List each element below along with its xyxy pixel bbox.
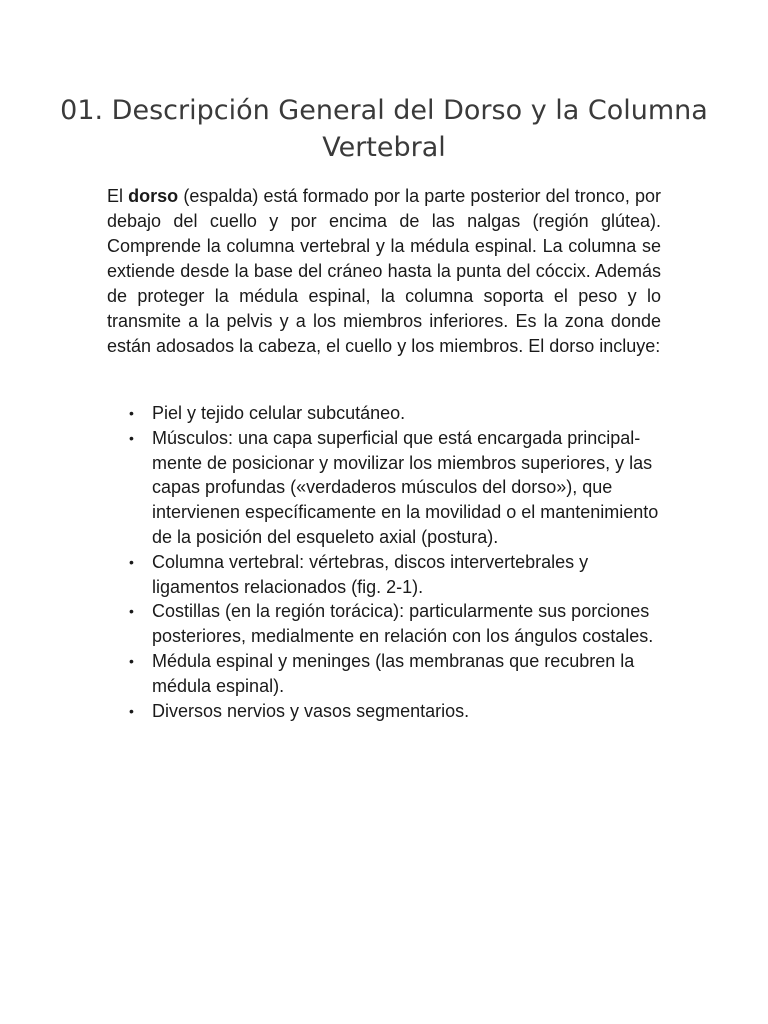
list-item <box>107 649 661 699</box>
intro-paragraph <box>107 184 661 359</box>
bullet-icon: • <box>129 702 134 719</box>
list-item-text: Costillas (en la región torácica): particularmente sus porciones posteriores, medialmente en relación con los ángulos costales. <box>152 601 654 647</box>
list-item <box>107 426 661 550</box>
page-title: 01. Descripción General del Dorso y la Columna Vertebral <box>60 95 708 163</box>
intro-body: (espalda) está formado por la parte posterior del tronco, por debajo del cuello y por encima de las nalgas (región glútea). Comprende la columna vertebral y la médula espinal. La columna se extiende desde la base del cráneo hasta la punta del cóccix. Además de proteger la médula espinal, la columna soporta el peso y lo transmite a la pelvis y a los miembros inferiores. Es la zona donde están adosados la cabeza, el cuello y los miembros. El dorso incluye: <box>107 186 661 356</box>
bullet-icon: • <box>129 603 134 620</box>
bullet-icon: • <box>129 652 134 669</box>
list-item-text: Columna vertebral: vértebras, discos intervertebrales y ligamentos relacionados (fig. 2-1). <box>152 551 589 597</box>
bullet-icon: • <box>129 553 134 570</box>
list-item <box>107 599 661 649</box>
bullet-icon: • <box>129 429 134 446</box>
list-item-text: Médula espinal y meninges (las membranas que recubren la médula espinal). <box>152 650 635 696</box>
list-item <box>107 401 661 426</box>
intro-lead: El <box>107 186 129 206</box>
list-item-text: Músculos: una capa superficial que está encargada principal-mente de posicionar y movilizar los miembros superiores, y las capas profundas («verdaderos músculos del dorso»), que intervienen específicamente en la movilidad o el mantenimiento de la posición del esqueleto axial (postura). <box>152 427 659 547</box>
intro-term: dorso <box>128 186 179 206</box>
list-item-text: Diversos nervios y vasos segmentarios. <box>152 700 470 721</box>
list-item <box>107 699 661 724</box>
bullet-icon: • <box>129 405 134 421</box>
list-item-text: Piel y tejido celular subcutáneo. <box>152 403 406 423</box>
list-item <box>107 550 661 600</box>
dorso-components-list <box>107 401 661 723</box>
